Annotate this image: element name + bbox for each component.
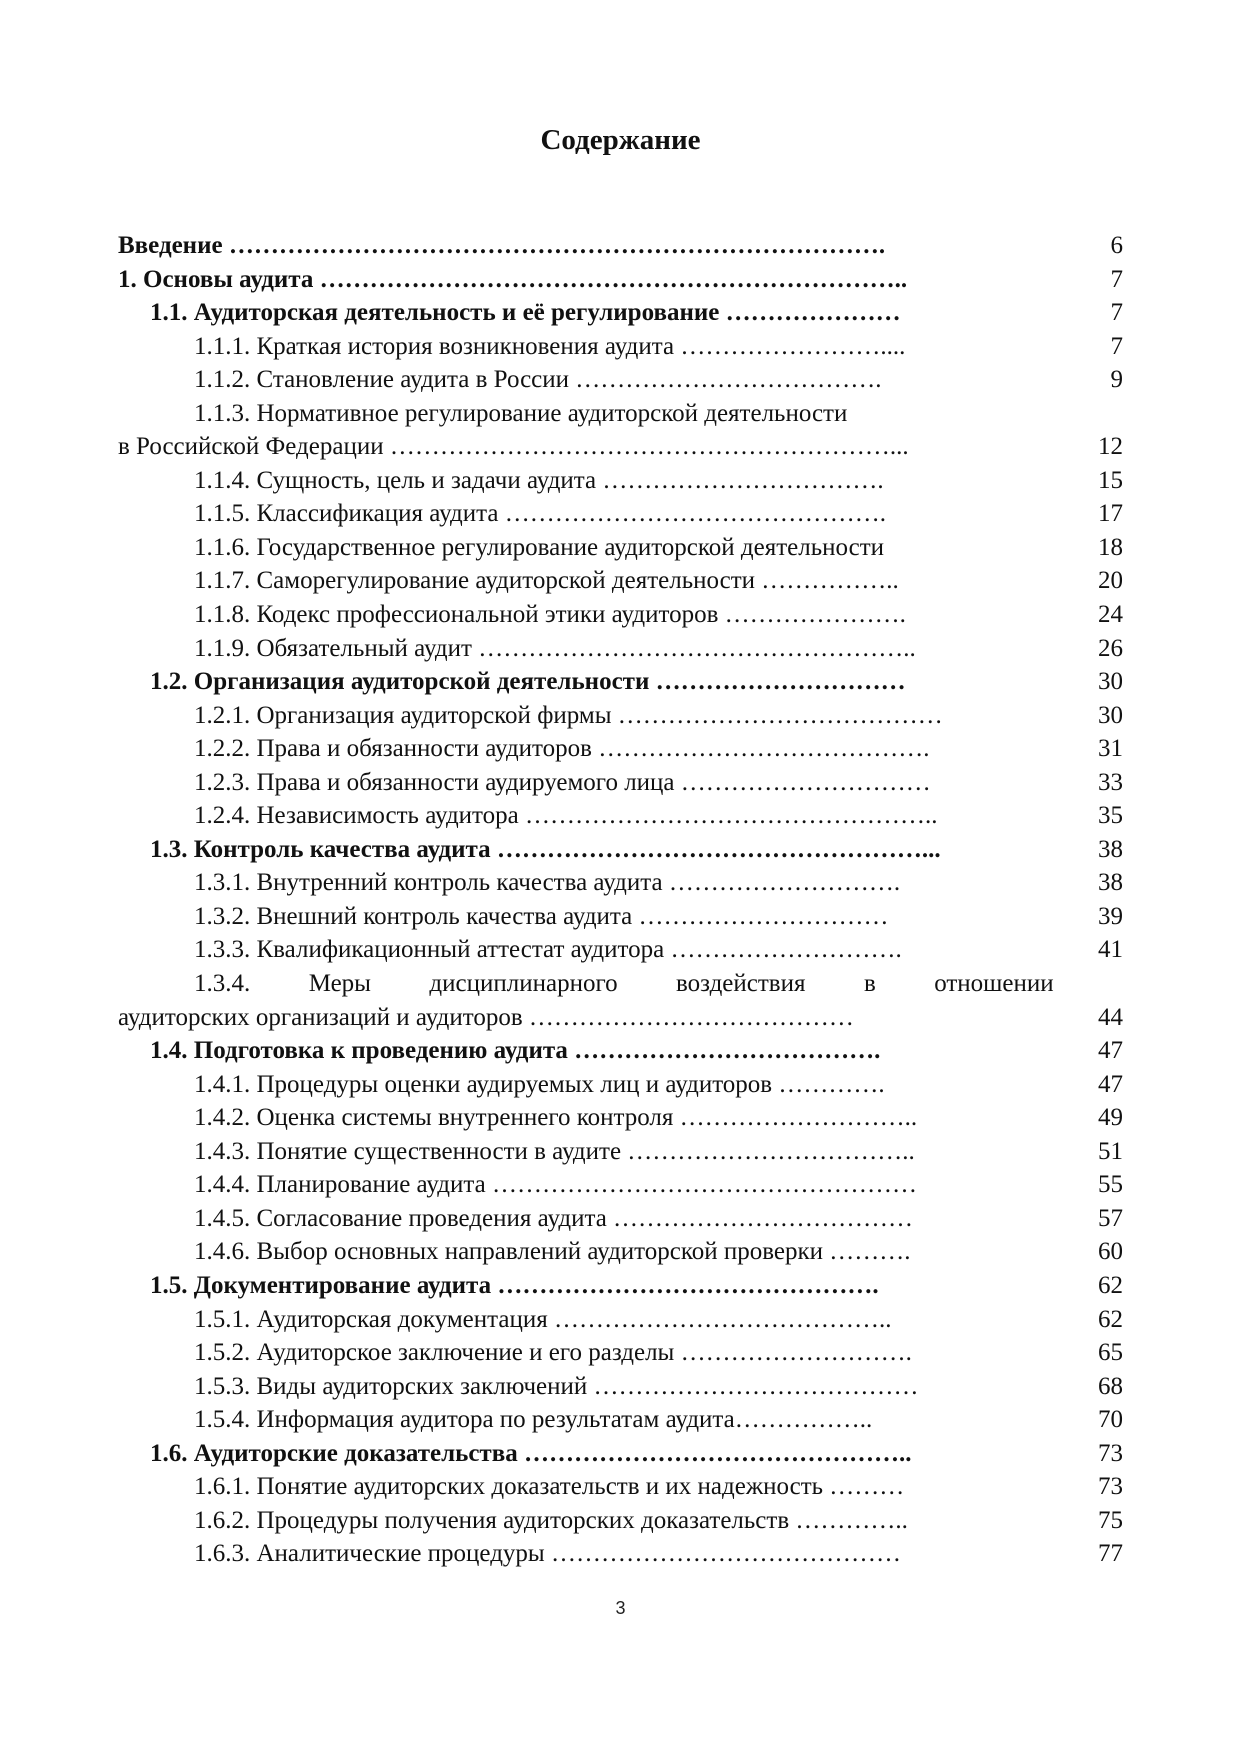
toc-entry-title: 1.1.8. Кодекс профессиональной этики аудиторов …………………. — [194, 601, 906, 629]
toc-entry-title: 1.4.6. Выбор основных направлений аудиторской проверки ………. — [194, 1238, 911, 1266]
toc-entry-page: 77 — [1098, 1540, 1123, 1568]
toc-entry — [118, 397, 1123, 431]
toc-entry-page: 51 — [1098, 1137, 1123, 1165]
toc-entry — [118, 967, 1123, 1001]
toc-entry-title: 1. Основы аудита …………………………………………………………….. — [118, 265, 908, 293]
toc-entry-page: 73 — [1098, 1439, 1123, 1467]
toc-entry-title: 1.4.4. Планирование аудита …………………………………………… — [194, 1171, 917, 1199]
toc-entry — [118, 699, 1123, 733]
toc-entry — [118, 1135, 1123, 1169]
toc-entry-title: 1.3. Контроль качества аудита ……………………………………………... — [150, 835, 941, 863]
toc-entry — [118, 833, 1123, 867]
toc-entry-page: 65 — [1098, 1339, 1123, 1367]
toc-entry — [118, 1303, 1123, 1337]
toc-entry-title: 1.3.2. Внешний контроль качества аудита ………………………… — [194, 902, 889, 930]
toc-entry-page: 30 — [1098, 668, 1123, 696]
toc-entry — [118, 1470, 1123, 1504]
toc-entry-page: 26 — [1098, 634, 1123, 662]
toc-entry — [118, 1001, 1123, 1035]
toc-entry-page: 20 — [1098, 567, 1123, 595]
toc-entry-title: 1.2. Организация аудиторской деятельности ………………………… — [150, 668, 906, 696]
toc-entry — [118, 263, 1123, 297]
toc-entry-title: 1.6. Аудиторские доказательства ……………………………………….. — [150, 1439, 912, 1467]
toc-entry-title: 1.4.2. Оценка системы внутреннего контроля ……………………….. — [194, 1104, 918, 1132]
toc-entry-title: 1.4.5. Согласование проведения аудита ……………………………… — [194, 1204, 914, 1232]
toc-entry-page: 62 — [1098, 1271, 1123, 1299]
toc-entry — [118, 1034, 1123, 1068]
toc-entry — [118, 1370, 1123, 1404]
toc-entry-page: 24 — [1098, 601, 1123, 629]
toc-entry-title: Введение ……………………………………………………………………. — [118, 232, 886, 259]
toc-entry — [118, 1437, 1123, 1471]
toc-entry-page: 12 — [1098, 433, 1123, 461]
toc-entry-title: 1.2.3. Права и обязанности аудируемого лица ………………………… — [194, 768, 931, 796]
toc-entry-word: 1.3.4. — [194, 970, 251, 998]
toc-entry-title: 1.4.1. Процедуры оценки аудируемых лиц и аудиторов …………. — [194, 1070, 885, 1098]
toc-entry-title: 1.1.5. Классификация аудита ………………………………………. — [194, 500, 886, 528]
toc-entry — [118, 330, 1123, 364]
toc-entry-title: 1.2.4. Независимость аудитора ………………………………………….. — [194, 802, 938, 830]
toc-entry-page: 15 — [1098, 466, 1123, 494]
toc-entry-page: 41 — [1098, 936, 1123, 964]
toc-entry-word: Меры — [308, 970, 371, 998]
toc-entry — [118, 1068, 1123, 1102]
toc-entry-title: 1.5. Документирование аудита ………………………………………. — [150, 1271, 879, 1299]
toc-entry-title: 1.5.1. Аудиторская документация ………………………………….. — [194, 1305, 892, 1333]
toc-entry-title: 1.1.3. Нормативное регулирование аудиторской деятельности — [194, 399, 848, 427]
toc-entry-page: 47 — [1098, 1037, 1123, 1065]
toc-entry — [118, 766, 1123, 800]
toc-entry — [118, 430, 1123, 464]
toc-entry-title: 1.6.1. Понятие аудиторских доказательств и их надежность ……… — [194, 1473, 905, 1501]
toc-entry-page: 7 — [1110, 265, 1123, 293]
toc-entry — [118, 363, 1123, 397]
toc-entry — [118, 229, 1123, 263]
toc-entry-title: 1.1.4. Сущность, цель и задачи аудита ……………………………. — [194, 466, 884, 494]
toc-entry-word: в — [863, 970, 876, 998]
toc-entry-title: 1.2.2. Права и обязанности аудиторов …………………………………. — [194, 735, 930, 763]
toc-entry — [118, 665, 1123, 699]
toc-entry-page: 7 — [1110, 332, 1123, 360]
toc-entry — [118, 799, 1123, 833]
toc-entry-title: 1.5.4. Информация аудитора по результатам аудита…………….. — [194, 1406, 873, 1434]
toc-entry — [118, 1336, 1123, 1370]
toc-entry-title: 1.3.1. Внутренний контроль качества аудита ………………………. — [194, 869, 901, 897]
toc-entry-page: 35 — [1098, 802, 1123, 830]
toc-entry-page: 49 — [1098, 1104, 1123, 1132]
toc-entry-title: 1.1.7. Саморегулирование аудиторской деятельности …………….. — [194, 567, 899, 595]
toc-entry-page: 18 — [1098, 533, 1123, 561]
toc-entry-page: 62 — [1098, 1305, 1123, 1333]
toc-entry — [118, 1101, 1123, 1135]
toc-entry-title — [118, 967, 1054, 1001]
toc-entry — [118, 1269, 1123, 1303]
toc-entry-page: 38 — [1098, 835, 1123, 863]
toc-entry-title: 1.4.3. Понятие существенности в аудите …………………………….. — [194, 1137, 915, 1165]
toc-entry-page: 60 — [1098, 1238, 1123, 1266]
toc-entry-title: 1.3.3. Квалификационный аттестат аудитора ………………………. — [194, 936, 902, 964]
toc-entry-page: 47 — [1098, 1070, 1123, 1098]
toc-entry-page: 75 — [1098, 1506, 1123, 1534]
toc-entry-word: воздействия — [676, 970, 806, 998]
page-number: 3 — [615, 1598, 626, 1618]
toc-entry — [118, 497, 1123, 531]
toc-entry-title: 1.5.3. Виды аудиторских заключений ………………………………… — [194, 1372, 919, 1400]
toc-entry-title: 1.2.1. Организация аудиторской фирмы ………………………………… — [194, 701, 943, 729]
toc-entry-page: 7 — [1110, 299, 1123, 327]
toc-entry-page: 55 — [1098, 1171, 1123, 1199]
toc-entry — [118, 531, 1123, 565]
toc-entry-title: 1.5.2. Аудиторское заключение и его разделы ………………………. — [194, 1339, 912, 1367]
toc-entry-title: 1.1.9. Обязательный аудит …………………………………………….. — [194, 634, 916, 662]
toc-entry — [118, 1168, 1123, 1202]
toc-entry-title: 1.1.2. Становление аудита в России ………………………………. — [194, 366, 882, 394]
toc-entry — [118, 632, 1123, 666]
toc-entry — [118, 1403, 1123, 1437]
toc-entry-page: 17 — [1098, 500, 1123, 528]
toc-entry-title: в Российской Федерации ……………………………………………………... — [118, 433, 909, 461]
toc-entry — [118, 564, 1123, 598]
toc-entry — [118, 933, 1123, 967]
toc-entry — [118, 1202, 1123, 1236]
toc-entry-page: 31 — [1098, 735, 1123, 763]
toc-entry-page: 73 — [1098, 1473, 1123, 1501]
toc-entry-page: 68 — [1098, 1372, 1123, 1400]
toc-entry-page: 38 — [1098, 869, 1123, 897]
toc-entry-title: 1.4. Подготовка к проведению аудита ………………………………. — [150, 1037, 881, 1065]
toc-entry-page: 30 — [1098, 701, 1123, 729]
toc-entry — [118, 296, 1123, 330]
toc-entry — [118, 1235, 1123, 1269]
toc-entry — [118, 900, 1123, 934]
toc-entry-title: 1.6.2. Процедуры получения аудиторских доказательств ………….. — [194, 1506, 908, 1534]
toc-entry-title: 1.1. Аудиторская деятельность и её регулирование ………………… — [150, 299, 901, 327]
toc-entry-page: 39 — [1098, 902, 1123, 930]
toc-entry-page: 44 — [1098, 1003, 1123, 1031]
toc-entry-page: 57 — [1098, 1204, 1123, 1232]
toc-entry — [118, 464, 1123, 498]
toc-entry-word: отношении — [934, 970, 1054, 998]
toc-entry-title: 1.1.1. Краткая история возникновения аудита …………………….... — [194, 332, 906, 360]
toc-entry — [118, 732, 1123, 766]
toc-entry-page: 70 — [1098, 1406, 1123, 1434]
toc-entry — [118, 866, 1123, 900]
toc-entry — [118, 598, 1123, 632]
toc-entry-word: дисциплинарного — [429, 970, 618, 998]
toc-entry-title: 1.6.3. Аналитические процедуры …………………………………… — [194, 1540, 901, 1568]
toc-entry-page: 9 — [1110, 366, 1123, 394]
toc-entry-page: 6 — [1110, 232, 1123, 259]
toc-entry — [118, 1537, 1123, 1571]
table-of-contents — [118, 229, 1123, 1571]
page-title: Содержание — [540, 124, 701, 156]
toc-entry-title: 1.1.6. Государственное регулирование аудиторской деятельности — [194, 533, 885, 561]
toc-entry-page: 33 — [1098, 768, 1123, 796]
toc-entry — [118, 1504, 1123, 1538]
toc-entry-title: аудиторских организаций и аудиторов ………………………………… — [118, 1003, 854, 1031]
